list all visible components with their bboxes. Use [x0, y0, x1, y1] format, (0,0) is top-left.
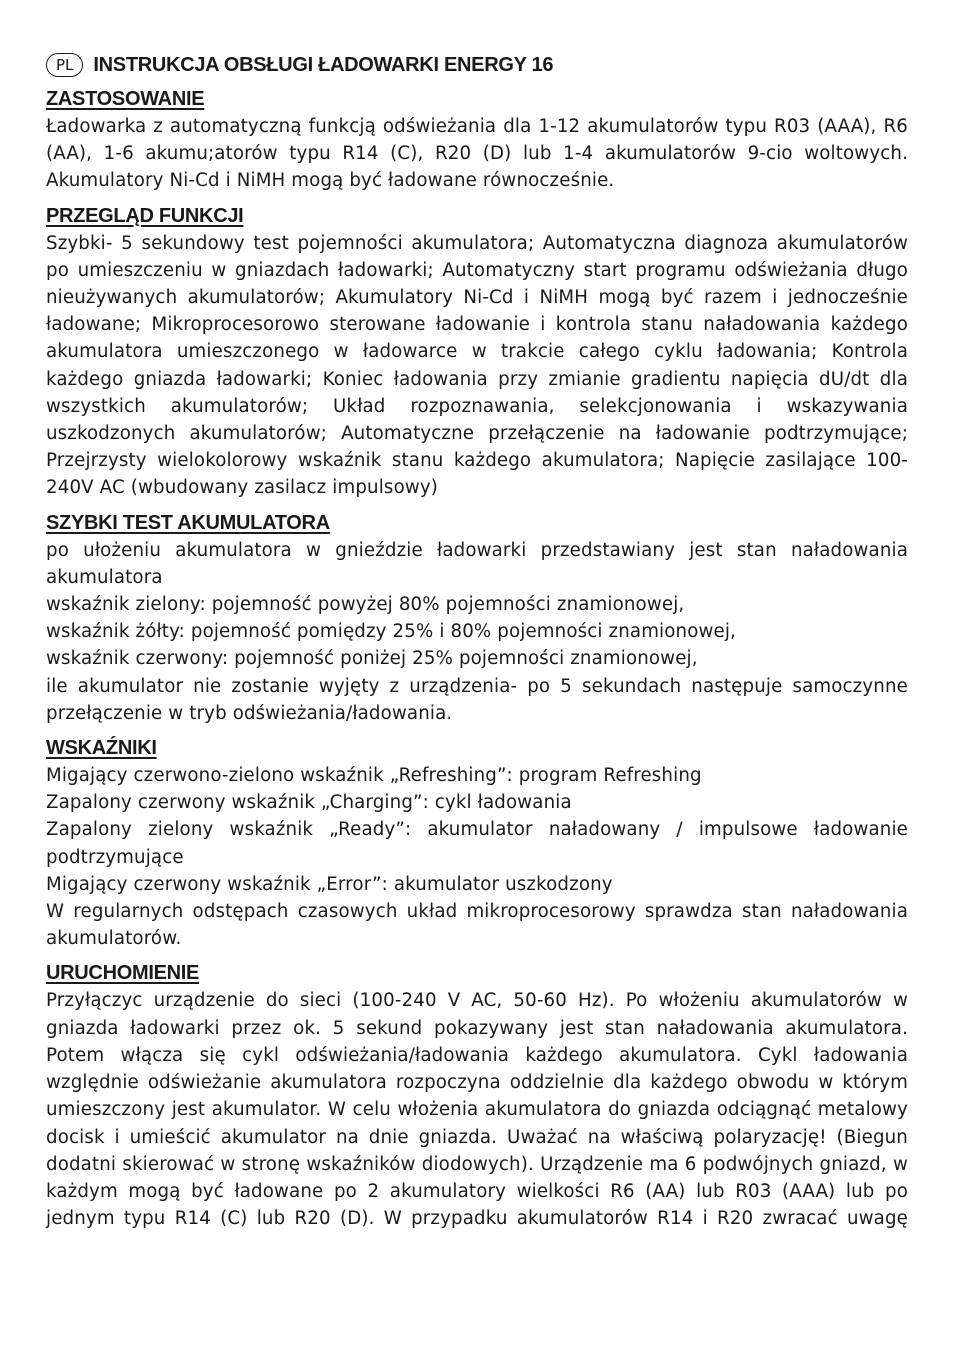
section-heading: URUCHOMIENIE	[46, 962, 200, 985]
section-paragraph: wskaźnik czerwony: pojemność poniżej 25% pojemności znamionowej,	[46, 648, 698, 670]
section-paragraph: po ułożeniu akumulatora w gnieździe ładowarki przedstawiany jest stan naładowania akumulatora	[46, 539, 908, 588]
section-paragraph: Szybki- 5 sekundowy test pojemności akumulatora; Automatyczna diagnoza akumulatorów po umieszczeniu w gniazdach ładowarki; Automatyczny start programu odświeżania długo nieużywanych akumulatorów; Akumulatory Ni-Cd i NiMH mogą być razem i jednocześnie ładowane; Mikroprocesorowo sterowane ładowanie i kontrola stanu naładowania każdego akumulatora umieszczonego w ładowarce w trakcie całego cyklu ładowania; Kontrola każdego gniazda ładowarki; Koniec ładowania przy zmianie gradientu napięcia dU/dt dla wszystkich akumulatorów; Układ rozpoznawania, selekcjonowania i wskazywania uszkodzonych akumulatorów; Automatyczne przełączenie na ładowanie podtrzymujące; Przejrzysty wielokolorowy wskaźnik stanu każdego akumulatora; Napięcie zasilające 100-240V AC (wbudowany zasilacz impulsowy)	[46, 232, 908, 499]
section-wskazniki	[46, 735, 908, 952]
section-paragraph: Migający czerwony wskaźnik „Error”: akumulator uszkodzony	[46, 873, 613, 895]
section-paragraph: ile akumulator nie zostanie wyjęty z urządzenia- po 5 sekundach następuje samoczynne przełączenie w tryb odświeżania/ładowania.	[46, 675, 908, 724]
section-paragraph: Zapalony zielony wskaźnik „Ready”: akumulator naładowany / impulsowe ładowanie podtrzymujące	[46, 819, 908, 868]
language-badge: PL	[46, 53, 83, 77]
section-paragraph: Zapalony czerwony wskaźnik „Charging”: cykl ładowania	[46, 792, 572, 814]
section-paragraph: wskaźnik żółty: pojemność pomiędzy 25% i 80% pojemności znamionowej,	[46, 621, 736, 643]
section-paragraph: Ładowarka z automatyczną funkcją odświeżania dla 1-12 akumulatorów typu R03 (AAA), R6 (AA), 1-6 akumu;atorów typu R14 (C), R20 (D) lub 1-4 akumulatorów 9-cio woltowych. Akumulatory Ni-Cd i NiMH mogą być ładowane równocześnie.	[46, 116, 908, 192]
section-paragraph: Przyłączyc urządzenie do sieci (100-240 V AC, 50-60 Hz). Po włożeniu akumulatorów w gniazda ładowarki przez ok. 5 sekund pokazywany jest stan naładowania akumulatora. Potem włącza się cykl odświeżania/ładowania każdego akumulatora. Cykl ładowania względnie odświeżanie akumulatora rozpoczyna oddzielnie dla każdego obwodu w którym umieszczony jest akumulator. W celu włożenia akumulatora do gniazda odciągnąć metalowy docisk i umieścić akumulator na dnie gniazda. Uważać na właściwą polaryzację! (Biegun dodatni skierować w stronę wskaźników diodowych). Urządzenie ma 6 podwójnych gniazd, w każdym mogą być ładowane po 2 akumulatory wielkości R6 (AA) lub R03 (AAA) lub po jednym typu R14 (C) lub R20 (D). W przypadku akumulatorów R14 i R20 zwracać uwagę	[46, 990, 908, 1230]
document-title: INSTRUKCJA OBSŁUGI ŁADOWARKI ENERGY 16	[93, 53, 554, 76]
section-heading: ZASTOSOWANIE	[46, 88, 205, 110]
manual-page	[46, 50, 908, 1240]
section-paragraph: W regularnych odstępach czasowych układ mikroprocesorowy sprawdza stan naładowania akumulatorów.	[46, 901, 908, 950]
section-szybki-test	[46, 510, 908, 727]
section-paragraph: Migający czerwono-zielono wskaźnik „Refreshing”: program Refreshing	[46, 765, 702, 787]
section-przeglad-funkcji	[46, 203, 908, 502]
section-heading: SZYBKI TEST AKUMULATORA	[46, 511, 330, 534]
section-heading: WSKAŹNIKI	[46, 737, 157, 760]
section-zastosowanie	[46, 86, 908, 195]
section-paragraph: wskaźnik zielony: pojemność powyżej 80% pojemności znamionowej,	[46, 594, 685, 616]
section-uruchomienie	[46, 960, 908, 1232]
title-row	[46, 50, 908, 80]
section-heading: PRZEGLĄD FUNKCJI	[46, 204, 244, 227]
